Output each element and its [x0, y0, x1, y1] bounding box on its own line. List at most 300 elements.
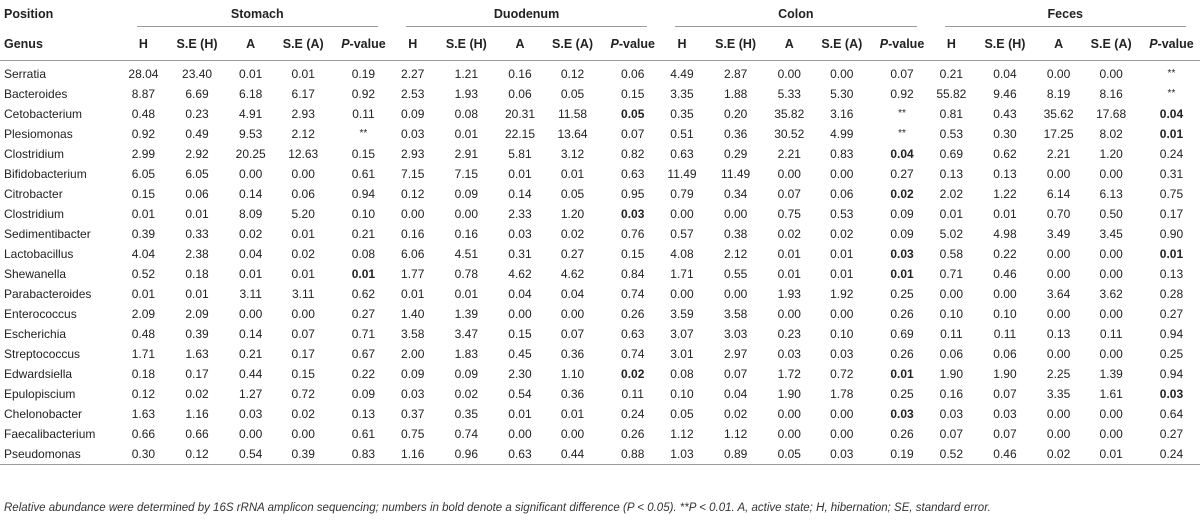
table-row: [0, 424, 1200, 444]
value-cell: 0.01: [401, 287, 425, 301]
value-cell: 0.13: [351, 407, 376, 421]
value-cell: 3.49: [1046, 227, 1071, 241]
value-cell: 1.03: [661, 444, 703, 465]
value-cell: 0.28: [1159, 287, 1184, 301]
value-cell: 0.46: [993, 267, 1017, 281]
value-cell: 0.37: [401, 407, 425, 421]
value-cell: 2.93: [401, 147, 425, 161]
value-cell: 3.58: [723, 307, 748, 321]
value-cell: 0.10: [939, 307, 963, 321]
value-cell: 0.31: [508, 247, 532, 261]
value-cell: 8.09: [239, 207, 263, 221]
value-cell: 8.19: [1046, 87, 1071, 101]
value-cell: 0.00: [830, 307, 854, 321]
value-cell: 9.46: [993, 87, 1017, 101]
table-footnote: Relative abundance were determined by 16S rRNA amplicon sequencing; numbers in bold denote a significant difference (P < 0.05). **P < 0.01. A, active state; H, hibernation; SE, standard error.: [4, 502, 991, 514]
value-cell: 1.61: [1099, 387, 1123, 401]
value-cell: 2.25: [1046, 367, 1071, 381]
value-cell: 0.00: [1046, 267, 1071, 281]
value-cell: 0.35: [454, 407, 479, 421]
value-cell: 2.91: [454, 147, 479, 161]
value-cell: 3.35: [670, 87, 694, 101]
value-cell: 35.82: [774, 107, 805, 121]
group-header-stomach: Stomach: [123, 0, 392, 28]
value-cell: 0.00: [777, 167, 801, 181]
value-cell: 1.92: [830, 287, 854, 301]
value-cell: 4.62: [560, 267, 585, 281]
table-row: [0, 104, 1200, 124]
value-cell: 0.00: [830, 427, 854, 441]
value-cell: 0.72: [291, 387, 315, 401]
value-cell: 2.87: [723, 67, 748, 81]
value-cell: 0.07: [723, 367, 748, 381]
value-cell: 1.63: [131, 407, 156, 421]
value-cell: 0.01: [185, 287, 209, 301]
genus-cell: Citrobacter: [4, 187, 63, 201]
value-cell: 1.71: [131, 347, 156, 361]
value-cell: 4.08: [670, 247, 694, 261]
value-cell: 0.25: [1159, 347, 1184, 361]
value-cell: 0.09: [351, 387, 376, 401]
sub-header-feces-a: A: [1038, 28, 1080, 61]
value-cell: 0.00: [1046, 427, 1071, 441]
value-cell: 3.45: [1099, 227, 1123, 241]
value-cell: 0.06: [993, 347, 1017, 361]
value-cell: 0.22: [993, 247, 1017, 261]
value-cell: 0.01: [890, 367, 914, 381]
sub-header-stomach-s-e-h: S.E (H): [164, 28, 230, 61]
value-cell: 0.15: [508, 327, 532, 341]
value-cell: 0.17: [291, 347, 315, 361]
value-cell: 1.90: [993, 367, 1017, 381]
value-cell: 2.97: [723, 347, 748, 361]
value-cell: 0.06: [939, 347, 963, 361]
value-cell: 0.02: [291, 407, 315, 421]
value-cell: 0.53: [939, 127, 963, 141]
value-cell: 0.02: [239, 227, 263, 241]
genus-cell: Edwardsiella: [4, 367, 73, 381]
value-cell: 0.15: [621, 247, 645, 261]
value-cell: 0.30: [993, 127, 1017, 141]
table-row: [0, 124, 1200, 144]
value-cell: 0.07: [621, 127, 645, 141]
value-cell: 0.06: [621, 67, 645, 81]
value-cell: 0.03: [810, 444, 873, 465]
value-cell: 0.21: [351, 227, 376, 241]
sub-header-row: [0, 28, 1200, 61]
value-cell: 0.69: [890, 327, 914, 341]
sub-header-feces-h: H: [931, 28, 973, 61]
value-cell: 3.35: [1046, 387, 1071, 401]
value-cell: 20.25: [235, 147, 266, 161]
value-cell: 8.87: [131, 87, 156, 101]
value-cell: 0.17: [185, 367, 209, 381]
value-cell: 0.00: [723, 287, 748, 301]
value-cell: 0.19: [874, 444, 931, 465]
value-cell: 0.02: [890, 187, 914, 201]
sub-header-colon-s-e-a: S.E (A): [810, 28, 873, 61]
value-cell: 3.64: [1046, 287, 1071, 301]
value-cell: 0.20: [723, 107, 748, 121]
value-cell: 6.18: [239, 87, 263, 101]
value-cell: 1.83: [454, 347, 479, 361]
value-cell: 0.04: [239, 247, 263, 261]
genus-cell: Enterococcus: [4, 307, 77, 321]
value-cell: 0.13: [1046, 327, 1071, 341]
value-cell: 0.62: [993, 147, 1017, 161]
sub-header-feces-p-value: P-value: [1143, 28, 1200, 61]
value-cell: 28.04: [128, 67, 159, 81]
value-cell: 0.81: [939, 107, 963, 121]
value-cell: 0.24: [621, 407, 645, 421]
value-cell: 0.25: [890, 287, 914, 301]
genus-cell: Pseudomonas: [0, 444, 123, 465]
genus-cell: Shewanella: [4, 267, 67, 281]
value-cell: 6.13: [1099, 187, 1123, 201]
value-cell: 0.69: [939, 147, 963, 161]
sub-header-stomach-s-e-a: S.E (A): [271, 28, 334, 61]
value-cell: 0.11: [352, 107, 375, 121]
value-cell: 0.53: [830, 207, 854, 221]
table-row: [0, 364, 1200, 384]
value-cell: 0.11: [1099, 327, 1123, 341]
value-cell: 0.00: [1099, 247, 1123, 261]
value-cell: 0.22: [351, 367, 376, 381]
value-cell: 0.04: [508, 287, 532, 301]
value-cell: 0.44: [239, 367, 263, 381]
value-cell: 11.49: [667, 167, 697, 181]
value-cell: 1.20: [1099, 147, 1123, 161]
sub-header-colon-a: A: [768, 28, 810, 61]
value-cell: 2.93: [291, 107, 315, 121]
value-cell: 0.00: [291, 427, 315, 441]
value-cell: 0.03: [890, 247, 914, 261]
group-header-feces: Feces: [931, 0, 1200, 28]
genus-cell: Clostridium: [4, 147, 65, 161]
value-cell: 0.16: [939, 387, 963, 401]
value-cell: 0.66: [131, 427, 156, 441]
value-cell: 0.00: [830, 167, 854, 181]
value-cell: 3.11: [291, 287, 315, 301]
value-cell: 0.12: [131, 387, 156, 401]
value-cell: 4.99: [830, 127, 854, 141]
value-cell: 0.16: [401, 227, 425, 241]
value-cell: 0.01: [291, 67, 315, 81]
value-cell: 0.43: [993, 107, 1017, 121]
sub-header-stomach-p-value: P-value: [335, 28, 392, 61]
value-cell: 3.07: [670, 327, 694, 341]
value-cell: 1.21: [454, 67, 479, 81]
value-cell: 0.00: [1046, 307, 1071, 321]
value-cell: 0.00: [291, 167, 315, 181]
value-cell: 11.49: [721, 167, 751, 181]
value-cell: 0.27: [890, 167, 914, 181]
value-cell: 11.58: [557, 107, 588, 121]
value-cell: 4.51: [454, 247, 479, 261]
value-cell: 0.13: [1159, 267, 1184, 281]
value-cell: 0.35: [670, 107, 694, 121]
value-cell: 0.10: [351, 207, 376, 221]
value-cell: 0.01: [993, 207, 1017, 221]
value-cell: 0.17: [1159, 207, 1184, 221]
value-cell: 2.21: [777, 147, 801, 161]
value-cell: 0.26: [621, 427, 645, 441]
value-cell: **: [359, 128, 368, 139]
table-row: [0, 404, 1200, 424]
value-cell: 0.26: [890, 427, 914, 441]
value-cell: 0.00: [830, 67, 854, 81]
table-row: [0, 144, 1200, 164]
value-cell: 0.44: [541, 444, 604, 465]
value-cell: 0.46: [972, 444, 1038, 465]
sub-header-feces-s-e-a: S.E (A): [1079, 28, 1142, 61]
value-cell: 0.00: [1099, 167, 1123, 181]
value-cell: 0.08: [454, 107, 479, 121]
value-cell: 0.00: [1099, 307, 1123, 321]
table-body: [0, 61, 1200, 465]
value-cell: 0.07: [939, 427, 963, 441]
value-cell: 0.02: [777, 227, 801, 241]
value-cell: 0.82: [621, 147, 645, 161]
value-cell: 5.20: [291, 207, 315, 221]
value-cell: 0.66: [185, 427, 209, 441]
value-cell: 0.57: [670, 227, 694, 241]
value-cell: 0.00: [777, 307, 801, 321]
value-cell: 0.13: [939, 167, 963, 181]
value-cell: 0.45: [508, 347, 532, 361]
value-cell: 0.63: [621, 167, 645, 181]
value-cell: 0.01: [1159, 247, 1184, 261]
value-cell: 0.00: [508, 427, 532, 441]
value-cell: 0.03: [830, 347, 854, 361]
value-cell: 3.01: [670, 347, 694, 361]
value-cell: 0.75: [401, 427, 425, 441]
table-row: [0, 284, 1200, 304]
value-cell: 0.00: [777, 427, 801, 441]
value-cell: 0.03: [1159, 387, 1184, 401]
sub-header-colon-p-value: P-value: [874, 28, 931, 61]
value-cell: 0.03: [621, 207, 645, 221]
value-cell: 2.30: [508, 367, 532, 381]
genus-cell: Bifidobacterium: [4, 167, 87, 181]
value-cell: 0.05: [621, 107, 645, 121]
table-row: [0, 264, 1200, 284]
value-cell: 3.11: [239, 287, 262, 301]
value-cell: 0.67: [351, 347, 376, 361]
value-cell: 3.59: [670, 307, 694, 321]
value-cell: 0.06: [185, 187, 209, 201]
value-cell: 0.01: [890, 267, 914, 281]
value-cell: 0.00: [1099, 347, 1123, 361]
value-cell: 0.00: [670, 287, 694, 301]
value-cell: 1.72: [777, 367, 801, 381]
value-cell: 0.01: [239, 267, 263, 281]
value-cell: 1.93: [777, 287, 801, 301]
value-cell: 0.05: [768, 444, 810, 465]
value-cell: 0.09: [401, 367, 425, 381]
value-cell: 0.74: [621, 347, 645, 361]
value-cell: 0.03: [939, 407, 963, 421]
value-cell: 0.75: [777, 207, 801, 221]
value-cell: 0.15: [621, 87, 645, 101]
value-cell: 0.00: [1099, 267, 1123, 281]
value-cell: 0.05: [560, 187, 585, 201]
table-row: [0, 304, 1200, 324]
value-cell: 0.15: [351, 147, 376, 161]
genus-cell: Clostridium: [4, 207, 65, 221]
value-cell: 0.01: [239, 67, 263, 81]
value-cell: 4.04: [131, 247, 156, 261]
value-cell: 0.88: [604, 444, 661, 465]
value-cell: 6.05: [185, 167, 209, 181]
sub-header-colon-h: H: [661, 28, 703, 61]
value-cell: 2.92: [185, 147, 209, 161]
value-cell: 0.00: [560, 307, 585, 321]
value-cell: 0.38: [723, 227, 748, 241]
value-cell: 0.14: [508, 187, 532, 201]
value-cell: 0.07: [560, 327, 585, 341]
value-cell: 0.01: [351, 267, 376, 281]
value-cell: **: [1167, 68, 1176, 79]
value-cell: 7.15: [401, 167, 425, 181]
table-row: [0, 384, 1200, 404]
value-cell: 0.01: [131, 207, 156, 221]
value-cell: 1.88: [723, 87, 748, 101]
value-cell: 0.09: [890, 207, 914, 221]
genus-cell: Bacteroides: [4, 87, 68, 101]
value-cell: 0.26: [621, 307, 645, 321]
value-cell: 0.95: [621, 187, 645, 201]
value-cell: 0.94: [1159, 367, 1184, 381]
value-cell: 0.54: [230, 444, 272, 465]
value-cell: 0.01: [777, 247, 801, 261]
value-cell: 0.08: [351, 247, 376, 261]
sub-header-duodenum-a: A: [499, 28, 541, 61]
value-cell: 0.90: [1159, 227, 1184, 241]
value-cell: 0.55: [723, 267, 748, 281]
value-cell: 1.39: [1099, 367, 1123, 381]
value-cell: 0.00: [1046, 167, 1071, 181]
value-cell: 0.07: [291, 327, 315, 341]
value-cell: 0.10: [670, 387, 694, 401]
value-cell: 0.10: [830, 327, 854, 341]
value-cell: 0.01: [131, 287, 156, 301]
value-cell: 6.17: [291, 87, 315, 101]
value-cell: 0.01: [454, 127, 479, 141]
value-cell: 0.92: [351, 87, 376, 101]
value-cell: 0.11: [940, 327, 963, 341]
value-cell: 0.26: [890, 347, 914, 361]
value-cell: 0.01: [560, 167, 585, 181]
group-header-colon: Colon: [661, 0, 930, 28]
value-cell: 0.05: [670, 407, 694, 421]
value-cell: 0.00: [830, 407, 854, 421]
value-cell: 0.89: [703, 444, 769, 465]
value-cell: 0.00: [239, 307, 263, 321]
value-cell: 0.52: [131, 267, 156, 281]
value-cell: 0.02: [291, 247, 315, 261]
value-cell: 0.03: [401, 127, 425, 141]
table-row: [0, 61, 1200, 85]
value-cell: 0.01: [185, 207, 209, 221]
value-cell: 0.12: [401, 187, 425, 201]
value-cell: 0.01: [830, 247, 854, 261]
value-cell: 22.15: [504, 127, 535, 141]
value-cell: 0.12: [164, 444, 230, 465]
value-cell: 0.71: [939, 267, 963, 281]
value-cell: 0.04: [890, 147, 914, 161]
genus-cell: Sedimentibacter: [4, 227, 91, 241]
value-cell: 1.90: [939, 367, 963, 381]
value-cell: 0.00: [670, 207, 694, 221]
value-cell: 0.75: [1159, 187, 1184, 201]
value-cell: **: [1167, 88, 1176, 99]
value-cell: 0.02: [1038, 444, 1080, 465]
value-cell: 6.05: [131, 167, 156, 181]
value-cell: 5.02: [939, 227, 963, 241]
value-cell: 5.81: [508, 147, 532, 161]
value-cell: 0.84: [621, 267, 645, 281]
value-cell: 0.63: [621, 327, 645, 341]
value-cell: 0.12: [560, 67, 585, 81]
value-cell: 0.76: [621, 227, 645, 241]
table-row: [0, 164, 1200, 184]
value-cell: 0.02: [621, 367, 645, 381]
value-cell: 1.16: [392, 444, 434, 465]
value-cell: 0.50: [1099, 207, 1123, 221]
sub-header-duodenum-s-e-h: S.E (H): [434, 28, 500, 61]
value-cell: 0.92: [131, 127, 156, 141]
value-cell: 0.70: [1046, 207, 1071, 221]
value-cell: 0.01: [454, 287, 479, 301]
value-cell: 0.00: [508, 307, 532, 321]
value-cell: 0.01: [560, 407, 585, 421]
value-cell: 2.12: [723, 247, 748, 261]
genus-cell: Streptococcus: [4, 347, 81, 361]
value-cell: 0.48: [131, 107, 156, 121]
value-cell: 1.22: [993, 187, 1017, 201]
sub-header-stomach-h: H: [123, 28, 165, 61]
value-cell: 3.16: [830, 107, 854, 121]
value-cell: 2.12: [291, 127, 315, 141]
value-cell: 0.25: [890, 387, 914, 401]
value-cell: 4.98: [993, 227, 1017, 241]
value-cell: 0.61: [351, 427, 376, 441]
value-cell: 0.83: [830, 147, 854, 161]
value-cell: 0.02: [454, 387, 479, 401]
value-cell: 0.61: [351, 167, 376, 181]
value-cell: 13.64: [557, 127, 588, 141]
value-cell: 0.94: [351, 187, 376, 201]
table-row: [0, 84, 1200, 104]
genus-cell: Epulopiscium: [4, 387, 76, 401]
value-cell: 2.21: [1046, 147, 1071, 161]
value-cell: 0.49: [185, 127, 209, 141]
value-cell: 9.53: [239, 127, 263, 141]
value-cell: 0.23: [185, 107, 209, 121]
sub-header-stomach-a: A: [230, 28, 272, 61]
value-cell: 3.47: [454, 327, 479, 341]
value-cell: 4.91: [239, 107, 263, 121]
value-cell: 0.01: [777, 267, 801, 281]
value-cell: 2.09: [131, 307, 156, 321]
value-cell: 0.09: [454, 187, 479, 201]
value-cell: 0.02: [560, 227, 585, 241]
value-cell: 3.12: [560, 147, 585, 161]
value-cell: 1.40: [401, 307, 425, 321]
value-cell: 0.52: [931, 444, 973, 465]
genus-cell: Parabacteroides: [4, 287, 92, 301]
